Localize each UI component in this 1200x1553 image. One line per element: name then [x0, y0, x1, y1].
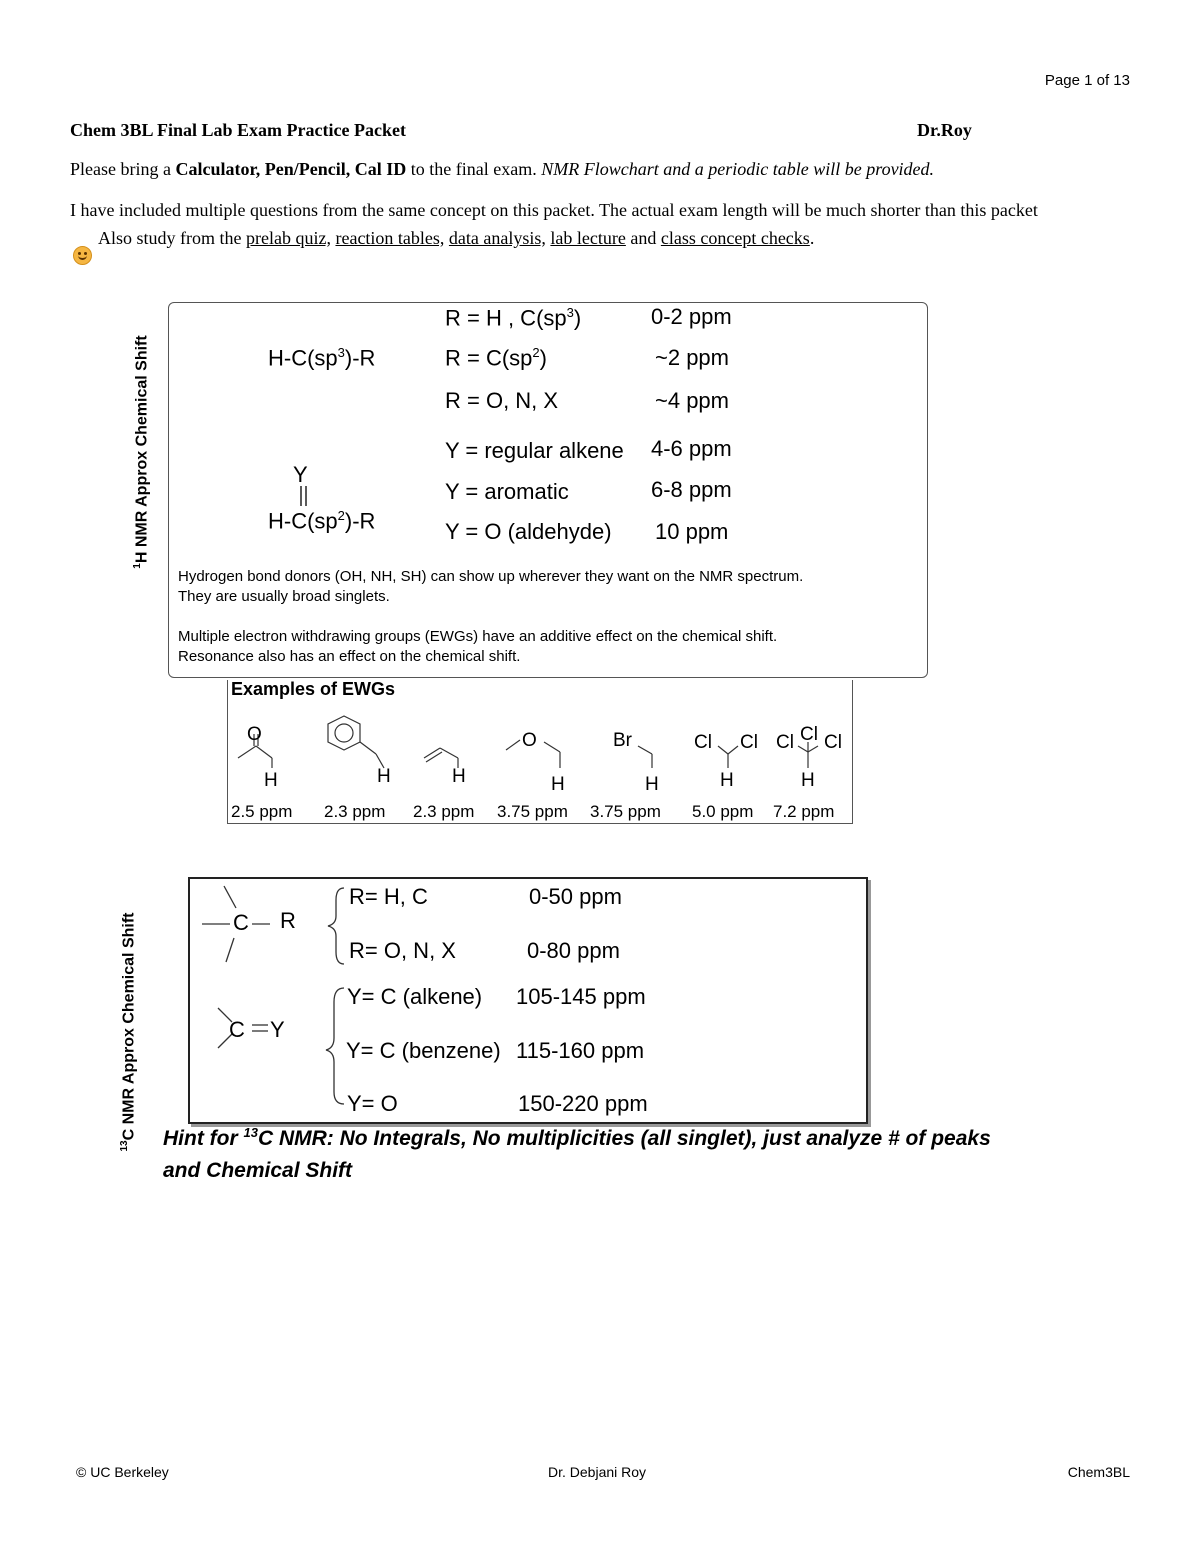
c-sp3-shift-1: 0-50 ppm — [529, 884, 622, 909]
ewg-structures — [228, 712, 852, 794]
ewg-note-line2: Resonance also has an effect on the chemical shift. — [178, 648, 521, 665]
ewg-shift-ether: 3.75 ppm — [497, 802, 568, 821]
h-nmr-side-label: $^1$H NMR Approx Chemical Shift — [132, 335, 151, 569]
double-bond — [298, 486, 310, 506]
ewg-trichloro-cl-2: Cl — [800, 724, 818, 745]
hbond-note-line2: They are usually broad singlets. — [178, 588, 390, 605]
page-title: Chem 3BL Final Lab Exam Practice Packet — [70, 120, 406, 140]
c-sp3-shift-2: 0-80 ppm — [527, 938, 620, 963]
c-nmr-hint-line2: and Chemical Shift — [163, 1159, 353, 1182]
ewg-trichloro-cl-1: Cl — [776, 732, 794, 753]
ewg-shift-benzyl: 2.3 ppm — [324, 802, 386, 821]
c-sp2-c: C — [229, 1017, 245, 1042]
h-sp3-cond-3: R = O, N, X — [445, 388, 559, 413]
ewg-dichloro-cl-1: Cl — [694, 732, 712, 753]
h-sp3-shift-1: 0-2 ppm — [651, 304, 732, 329]
ewg-ketone-o: O — [247, 724, 262, 745]
y-atom: Y — [293, 462, 308, 487]
ewg-trichloro-cl-3: Cl — [824, 732, 842, 753]
ewg-dichloro-h: H — [720, 770, 734, 791]
c-nmr-side-label: $^{13}$C NMR Approx Chemical Shift — [119, 912, 138, 1152]
h-sp2-shift-2: 6-8 ppm — [651, 477, 732, 502]
ewg-note-line1: Multiple electron withdrawing groups (EWGs) have an additive effect on the chemical shift. — [178, 628, 778, 645]
h-sp2-cond-2: Y = aromatic — [445, 479, 569, 504]
c-sp2-cond-2: Y= C (benzene) — [346, 1038, 501, 1063]
ewg-trichloro-h: H — [801, 770, 815, 791]
footer-author: Dr. Debjani Roy — [548, 1464, 647, 1480]
smiley-icon — [73, 246, 92, 265]
ewg-shift-bromide: 3.75 ppm — [590, 802, 661, 821]
ewg-shift-trichloro: 7.2 ppm — [773, 802, 835, 821]
c-sp3-r: R — [280, 908, 296, 933]
c-sp2-shift-3: 150-220 ppm — [518, 1091, 648, 1116]
footer-course: Chem3BL — [1067, 1464, 1130, 1480]
h-sp3-formula: $H-C(sp^3)-R$ — [268, 345, 376, 371]
hbond-note-line1: Hydrogen bond donors (OH, NH, SH) can show up wherever they want on the NMR spectrum. — [178, 568, 804, 585]
provided-note: NMR Flowchart and a periodic table will be provided. — [541, 159, 935, 179]
footer-copyright: © UC Berkeley — [76, 1464, 169, 1480]
page-number: Page 1 of 13 — [1044, 72, 1130, 89]
ewg-title: Examples of EWGs — [231, 679, 396, 699]
ewg-dichloro-cl-2: Cl — [740, 732, 758, 753]
link-data-analysis[interactable]: data analysis, — [448, 228, 546, 248]
ewg-benzyl-h: H — [377, 766, 391, 787]
c-sp3-cond-1: R= H, C — [349, 884, 428, 909]
ewg-shift-dichloro: 5.0 ppm — [692, 802, 754, 821]
ewg-ketone-h: H — [264, 770, 278, 791]
link-class-concept-checks[interactable]: class concept checks — [660, 228, 810, 248]
c-sp3-cond-2: R= O, N, X — [349, 938, 456, 963]
ewg-allyl-h: H — [452, 766, 466, 787]
h-sp2-shift-3: 10 ppm — [655, 519, 729, 544]
study-note: Also study from the prelab quiz, reaction tables, data analysis, lab lecture and class concept checks. — [73, 228, 814, 265]
ewg-shift-allyl: 2.3 ppm — [413, 802, 475, 821]
c-sp2-shift-2: 115-160 ppm — [516, 1038, 645, 1063]
h-sp2-cond-1: Y = regular alkene — [445, 438, 624, 463]
ewg-shift-ketone: 2.5 ppm — [231, 802, 293, 821]
c-sp2-shift-1: 105-145 ppm — [516, 984, 646, 1009]
bring-items: Calculator, Pen/Pencil, Cal ID — [175, 159, 407, 179]
link-lab-lecture[interactable]: lab lecture — [550, 228, 626, 248]
h-sp2-shift-1: 4-6 ppm — [651, 436, 732, 461]
h-sp3-shift-2: ~2 ppm — [655, 345, 729, 370]
c-sp3-c: C — [233, 910, 249, 935]
h-sp3-cond-1: R = H , $C(sp^3)$ — [445, 305, 582, 331]
c-nmr-structures — [196, 880, 356, 1120]
h-sp2-cond-3: Y = O (aldehyde) — [445, 519, 612, 544]
link-prelab-quiz[interactable]: prelab quiz, — [246, 228, 331, 248]
ewg-ether-o: O — [522, 730, 537, 751]
h-sp2-formula: $H-C(sp^2)-R$ — [268, 508, 376, 534]
ewg-ether-h: H — [551, 774, 565, 795]
bring-instructions: Please bring a Calculator, Pen/Pencil, Cal ID to the final exam. NMR Flowchart and a periodic table will be provided. — [70, 159, 935, 179]
c-nmr-hint-line1: Hint for $^{13}$C NMR: No Integrals, No multiplicities (all singlet), just analyze # of peaks — [163, 1125, 991, 1150]
h-sp3-cond-2: $R = C(sp^2)$ — [445, 345, 547, 371]
ewg-bromide-br: Br — [613, 730, 632, 751]
c-sp2-cond-3: Y= O — [347, 1091, 398, 1116]
packet-note: I have included multiple questions from the same concept on this packet. The actual exam length will be much shorter than this packet — [70, 200, 1038, 220]
c-sp2-y: Y — [270, 1017, 285, 1042]
link-reaction-tables[interactable]: reaction tables, — [335, 228, 445, 248]
ewg-bromide-h: H — [645, 774, 659, 795]
c-sp2-cond-1: Y= C (alkene) — [347, 984, 483, 1009]
h-sp3-shift-3: ~4 ppm — [655, 388, 729, 413]
author-name: Dr.Roy — [917, 120, 972, 140]
